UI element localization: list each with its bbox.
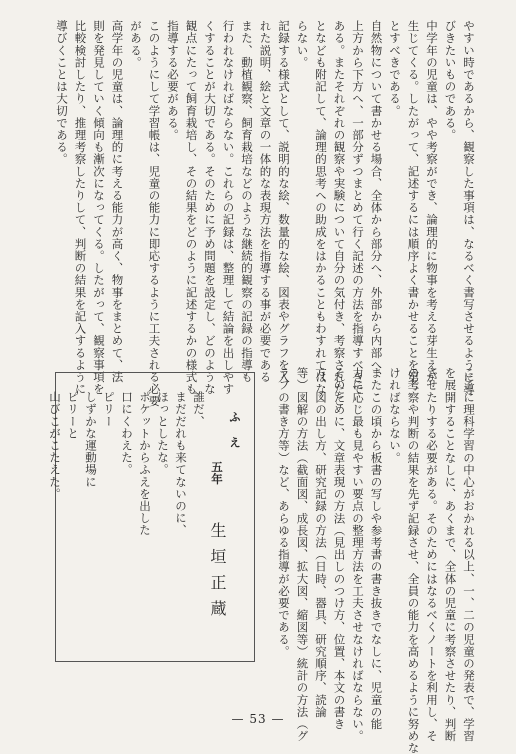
poem-line: ピリー [102, 391, 116, 428]
text-line: そのために、文章表現の方法（見出しのつけ方、位置、本文の書き [332, 367, 347, 730]
text-line: ければならない。 [388, 367, 402, 464]
text-line: 行われなければならない。これらの記録は、整理して結論を出しやす [221, 20, 236, 396]
text-line: 指導する必要がある。 [166, 20, 180, 141]
text-line: 生じてくる。したがって、記述するには順序よく書かせることを第一 [406, 20, 421, 396]
text-line: となども附記して、論理的思考への助成をはかることもわすれてはな [314, 20, 328, 396]
text-line: ラフの書き方等）など、あらゆる指導が必要である。 [277, 367, 291, 658]
poem-line: ほっとしたな。 [156, 391, 170, 476]
poem-line: 山びこがこたえた。 [48, 391, 62, 500]
text-line: 中学年の児童は、やや考察ができ、論理的に物事を考える芽生えが [425, 20, 439, 383]
text-line: ある。またそれぞれの観察や実験について自分の気付き、考察されたこ [332, 20, 347, 408]
poem-line: まだだれも来てないのに、 [174, 391, 188, 537]
text-line: 自然物について書かせる場合、全体から部分へ、外部から内部へ、 [369, 20, 384, 383]
text-line: 高学年の児童は、論理的に考える能力が高く、物事をまとめて、法 [110, 20, 125, 383]
text-line: くすることが大切である。そのために予め問題を設定し、どのような [203, 20, 217, 396]
body-text-bottom [263, 367, 478, 754]
text-line: また、動植観察、飼育栽培などのような継続的観察の記録の指導も [240, 20, 254, 383]
poem-line: ポケットからふえを出した [138, 391, 152, 537]
text-line: 導びくことは大切である。 [55, 20, 69, 166]
text-line: らない。 [295, 20, 310, 69]
text-line: このようにして学習帳は、児童の能力に即応するように工夫される必要 [147, 20, 162, 408]
body-text-top [8, 20, 478, 408]
text-line: とすべきである。 [388, 20, 402, 117]
poem-line: ピリーと [66, 391, 80, 440]
text-line: を展開することなしに、あくまで、全体の児童に考察させたり、判断 [443, 367, 458, 743]
page-number: — 53 — [231, 712, 285, 726]
text-line: の考察や判断の結果を先ず記録させ、全員の能力を高めるように努めな [406, 367, 421, 754]
text-line: 則を発見していく傾向も漸次になってくる。したがって、観察事項を [92, 20, 106, 396]
text-line: 等）図解の方法（截面図、成長図、拡大図、縮図等）統計の方法（グ [295, 367, 310, 743]
text-line: 観点にたって飼育栽培し、その結果をどのように記述するかの様式も [184, 20, 199, 396]
text-line: れた説明、絵と文章の一体的な表現方法を指導する事が必要である [258, 20, 273, 383]
text-line: 記録する様式として、説明的な絵、数量的な絵、図表やグラフを入 [277, 20, 291, 383]
poem-line: 誰だ、 [192, 391, 206, 428]
poem-line: 口にくわえた。 [120, 391, 134, 476]
text-line: 上方から下方へ、一部分ずつまとめて行く記述の方法を指導すべきで [351, 20, 365, 396]
poem-lines [46, 391, 208, 641]
poem-box [48, 372, 255, 662]
text-line: させたりする必要がある。そのためにはなるべくノートを利用し、そ [425, 367, 439, 743]
text-line: 力に応じ最も見やすい要点の整理方法を工夫させなければならない。 [351, 367, 365, 743]
text-line: ここに理科学習の中心がおかれる以上、一、二の児童の発表で、学習 [462, 367, 476, 743]
poem-text [48, 391, 244, 641]
text-line: 比較検討したり、推理考察したりして、判断の結果を記入するように [73, 20, 88, 396]
text-line: びきたいものである。 [443, 20, 458, 141]
text-line: やすい時であるから、観察した事項は、なるべく書写させるように導 [462, 20, 476, 396]
text-line: 方、図の出し方、研究記録の方法（日時、器具、研究順序、読論 [314, 367, 328, 718]
text-line: がある。 [129, 20, 143, 69]
text-line: またこの頃から板書の写しや参考書の書き抜きでなしに、児童の能 [369, 367, 384, 730]
poem-author: 生垣正蔵 [208, 521, 227, 626]
poem-line: しずかな運動場に [84, 391, 98, 488]
poem-grade: 五年 [210, 461, 224, 486]
poem-title: ふえ [228, 411, 242, 462]
